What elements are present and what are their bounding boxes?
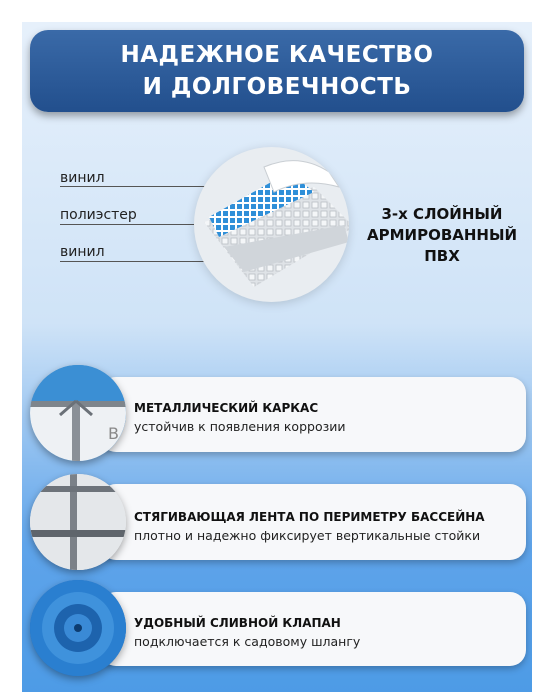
- pvc-layers-icon: [194, 147, 349, 302]
- material-caption-line3: ПВХ: [424, 247, 460, 265]
- product-card: [22, 22, 532, 692]
- material-caption-line2: АРМИРОВАННЫЙ: [367, 226, 518, 244]
- header-title-line2: И ДОЛГОВЕЧНОСТЬ: [142, 74, 412, 100]
- feature-title: СТЯГИВАЮЩАЯ ЛЕНТА ПО ПЕРИМЕТРУ БАССЕЙНА: [134, 510, 485, 524]
- feature-title: МЕТАЛЛИЧЕСКИЙ КАРКАС: [134, 401, 319, 415]
- strap-band-icon: [30, 474, 126, 570]
- material-caption-line1: 3-х СЛОЙНЫЙ: [381, 205, 503, 223]
- frame-pool-icon: [30, 365, 126, 461]
- header-banner: [30, 30, 524, 112]
- feature-title: УДОБНЫЙ СЛИВНОЙ КЛАПАН: [134, 616, 341, 630]
- drain-valve-icon: [30, 580, 126, 676]
- feature-subtitle: устойчив к появления коррозии: [134, 419, 346, 434]
- header-title-line1: НАДЕЖНОЕ КАЧЕСТВО: [120, 42, 434, 68]
- layer-label-vinyl-top: винил: [60, 170, 105, 186]
- feature-subtitle: плотно и надежно фиксирует вертикальные стойки: [134, 528, 481, 543]
- material-caption: [367, 204, 517, 267]
- layer-label-vinyl-bottom: винил: [60, 244, 105, 260]
- feature-metal-frame: [100, 377, 526, 452]
- feature-subtitle: подключается к садовому шлангу: [134, 634, 361, 649]
- feature-drain-valve: [100, 592, 526, 666]
- layer-label-polyester: полиэстер: [60, 207, 137, 223]
- feature-perimeter-strap: [100, 484, 526, 560]
- svg-text:B: B: [108, 424, 119, 443]
